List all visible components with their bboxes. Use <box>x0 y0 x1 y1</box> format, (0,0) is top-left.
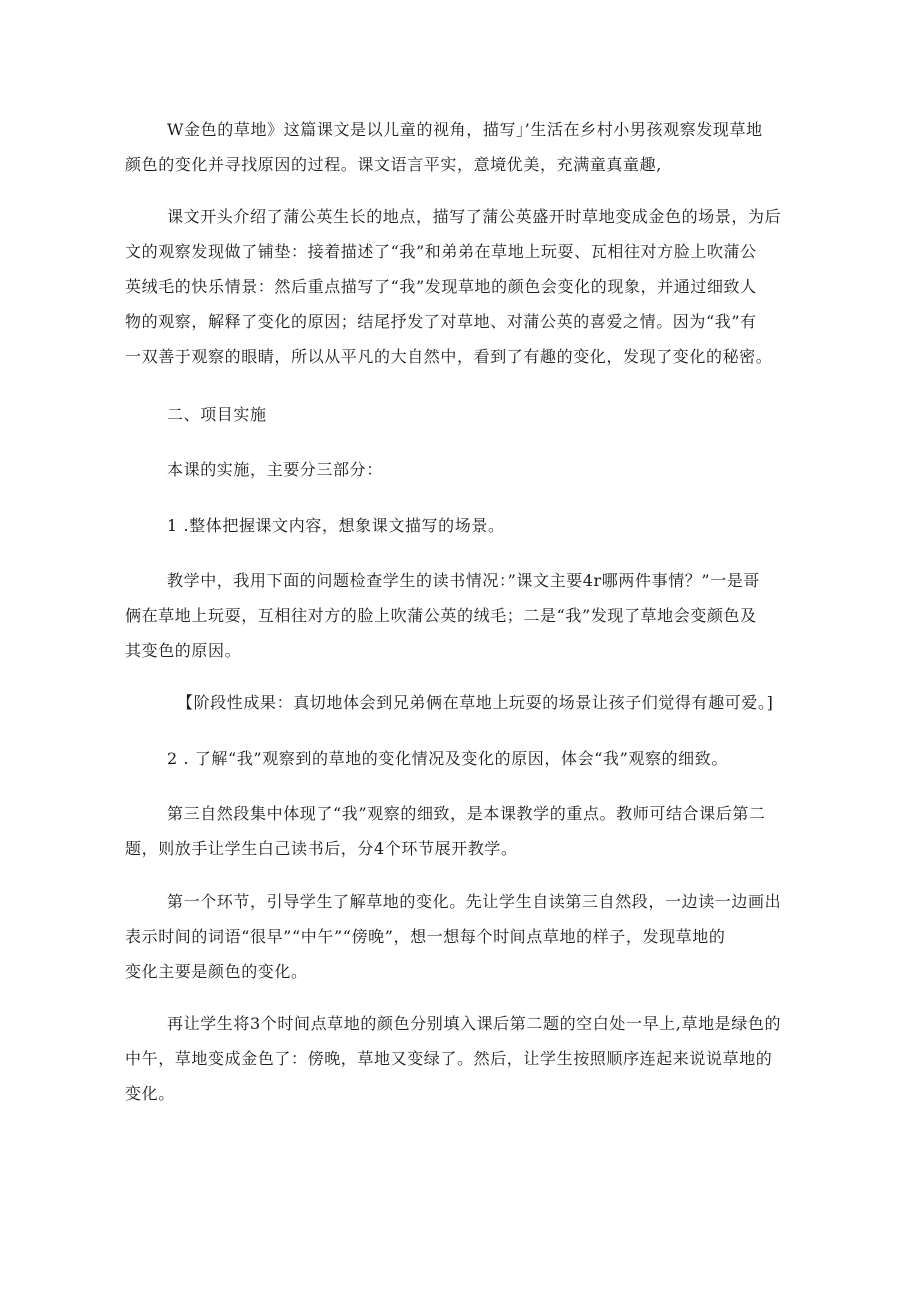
section-heading <box>125 397 795 432</box>
text-line: 课文开头介绍了蒲公英生长的地点，描写了蒲公英盛开时草地变成金色的场景，为后 <box>167 207 782 226</box>
text-line: 本课的实施，主要分三部分： <box>167 460 383 479</box>
focus-paragraph <box>125 796 795 866</box>
teaching-paragraph <box>125 563 795 668</box>
text-line: 颜色的变化并寻找原因的过程。课文语言平实，意境优美，充满童真童趣, <box>125 155 662 174</box>
text-line: 变化。 <box>125 1084 175 1103</box>
text-line: 英绒毛的快乐情景：然后重点描写了“我”发现草地的颜色会变化的现象，并通过细致人 <box>125 277 757 296</box>
result-paragraph <box>125 685 795 720</box>
text-line: 第一个环节，引导学生了解草地的变化。先让学生自读第三自然段，一边读一边画出 <box>167 892 782 911</box>
text-line: 二、项目实施 <box>167 405 267 424</box>
text-line: 物的观察，解释了变化的原因；结尾抒发了对草地、对蒲公英的喜爱之情。因为“我”有 <box>125 312 757 331</box>
text-line: 文的观察发现做了铺垫：接着描述了“我”和弟弟在草地上玩耍、瓦相往对方脸上吹蒲公 <box>125 242 757 261</box>
text-line: 第三自然段集中体现了“我”观察的细致，是本课教学的重点。教师可结合课后第二 <box>167 804 766 823</box>
text-line: 2 . 了解“我”观察到的草地的变化情况及变化的原因，体会“我”观察的细致。 <box>167 749 728 768</box>
text-line: 一双善于观察的眼睛，所以从平凡的大自然中，看到了有趣的变化，发现了变化的秘密。 <box>125 347 773 366</box>
text-line: 表示时间的词语“很早”“中午”“傍晚”，想一想每个时间点草地的样子，发现草地的 <box>125 927 726 946</box>
step-2-heading <box>125 741 795 776</box>
text-line: 变化主要是颜色的变化。 <box>125 962 308 981</box>
structure-paragraph <box>125 199 795 374</box>
text-line: 1 .整体把握课文内容，想象课文描写的场景。 <box>167 516 505 535</box>
link-1-paragraph <box>125 884 795 989</box>
parts-paragraph <box>125 452 795 487</box>
fill-paragraph <box>125 1006 795 1111</box>
text-line: 俩在草地上玩耍，互相往对方的脸上吹蒲公英的绒毛；二是“我”发现了草地会变颜色及 <box>125 606 757 625</box>
step-1-heading <box>125 508 795 543</box>
text-line: W金色的草地》这篇课文是以儿童的视角，描写」’生活在乡村小男孩观察发现草地 <box>167 120 763 139</box>
text-line: 其变色的原因。 <box>125 641 242 660</box>
intro-paragraph <box>125 112 795 182</box>
text-line: 【阶段性成果：真切地体会到兄弟俩在草地上玩耍的场景让孩子们觉得有趣可爱。] <box>177 693 774 712</box>
text-line: 中午，草地变成金色了：傍晚，草地又变绿了。然后，让学生按照顺序连起来说说草地的 <box>125 1049 773 1068</box>
text-line: 题，则放手让学生白己读书后，分4个环节展开教学。 <box>125 839 518 858</box>
text-line: 再让学生将3个时间点草地的颜色分别填入课后第二题的空白处一早上,草地是绿色的 <box>167 1014 782 1033</box>
text-line: 教学中，我用下面的问题检查学生的读书情况：”课文主要4r哪两件事情？”一是哥 <box>167 571 760 590</box>
